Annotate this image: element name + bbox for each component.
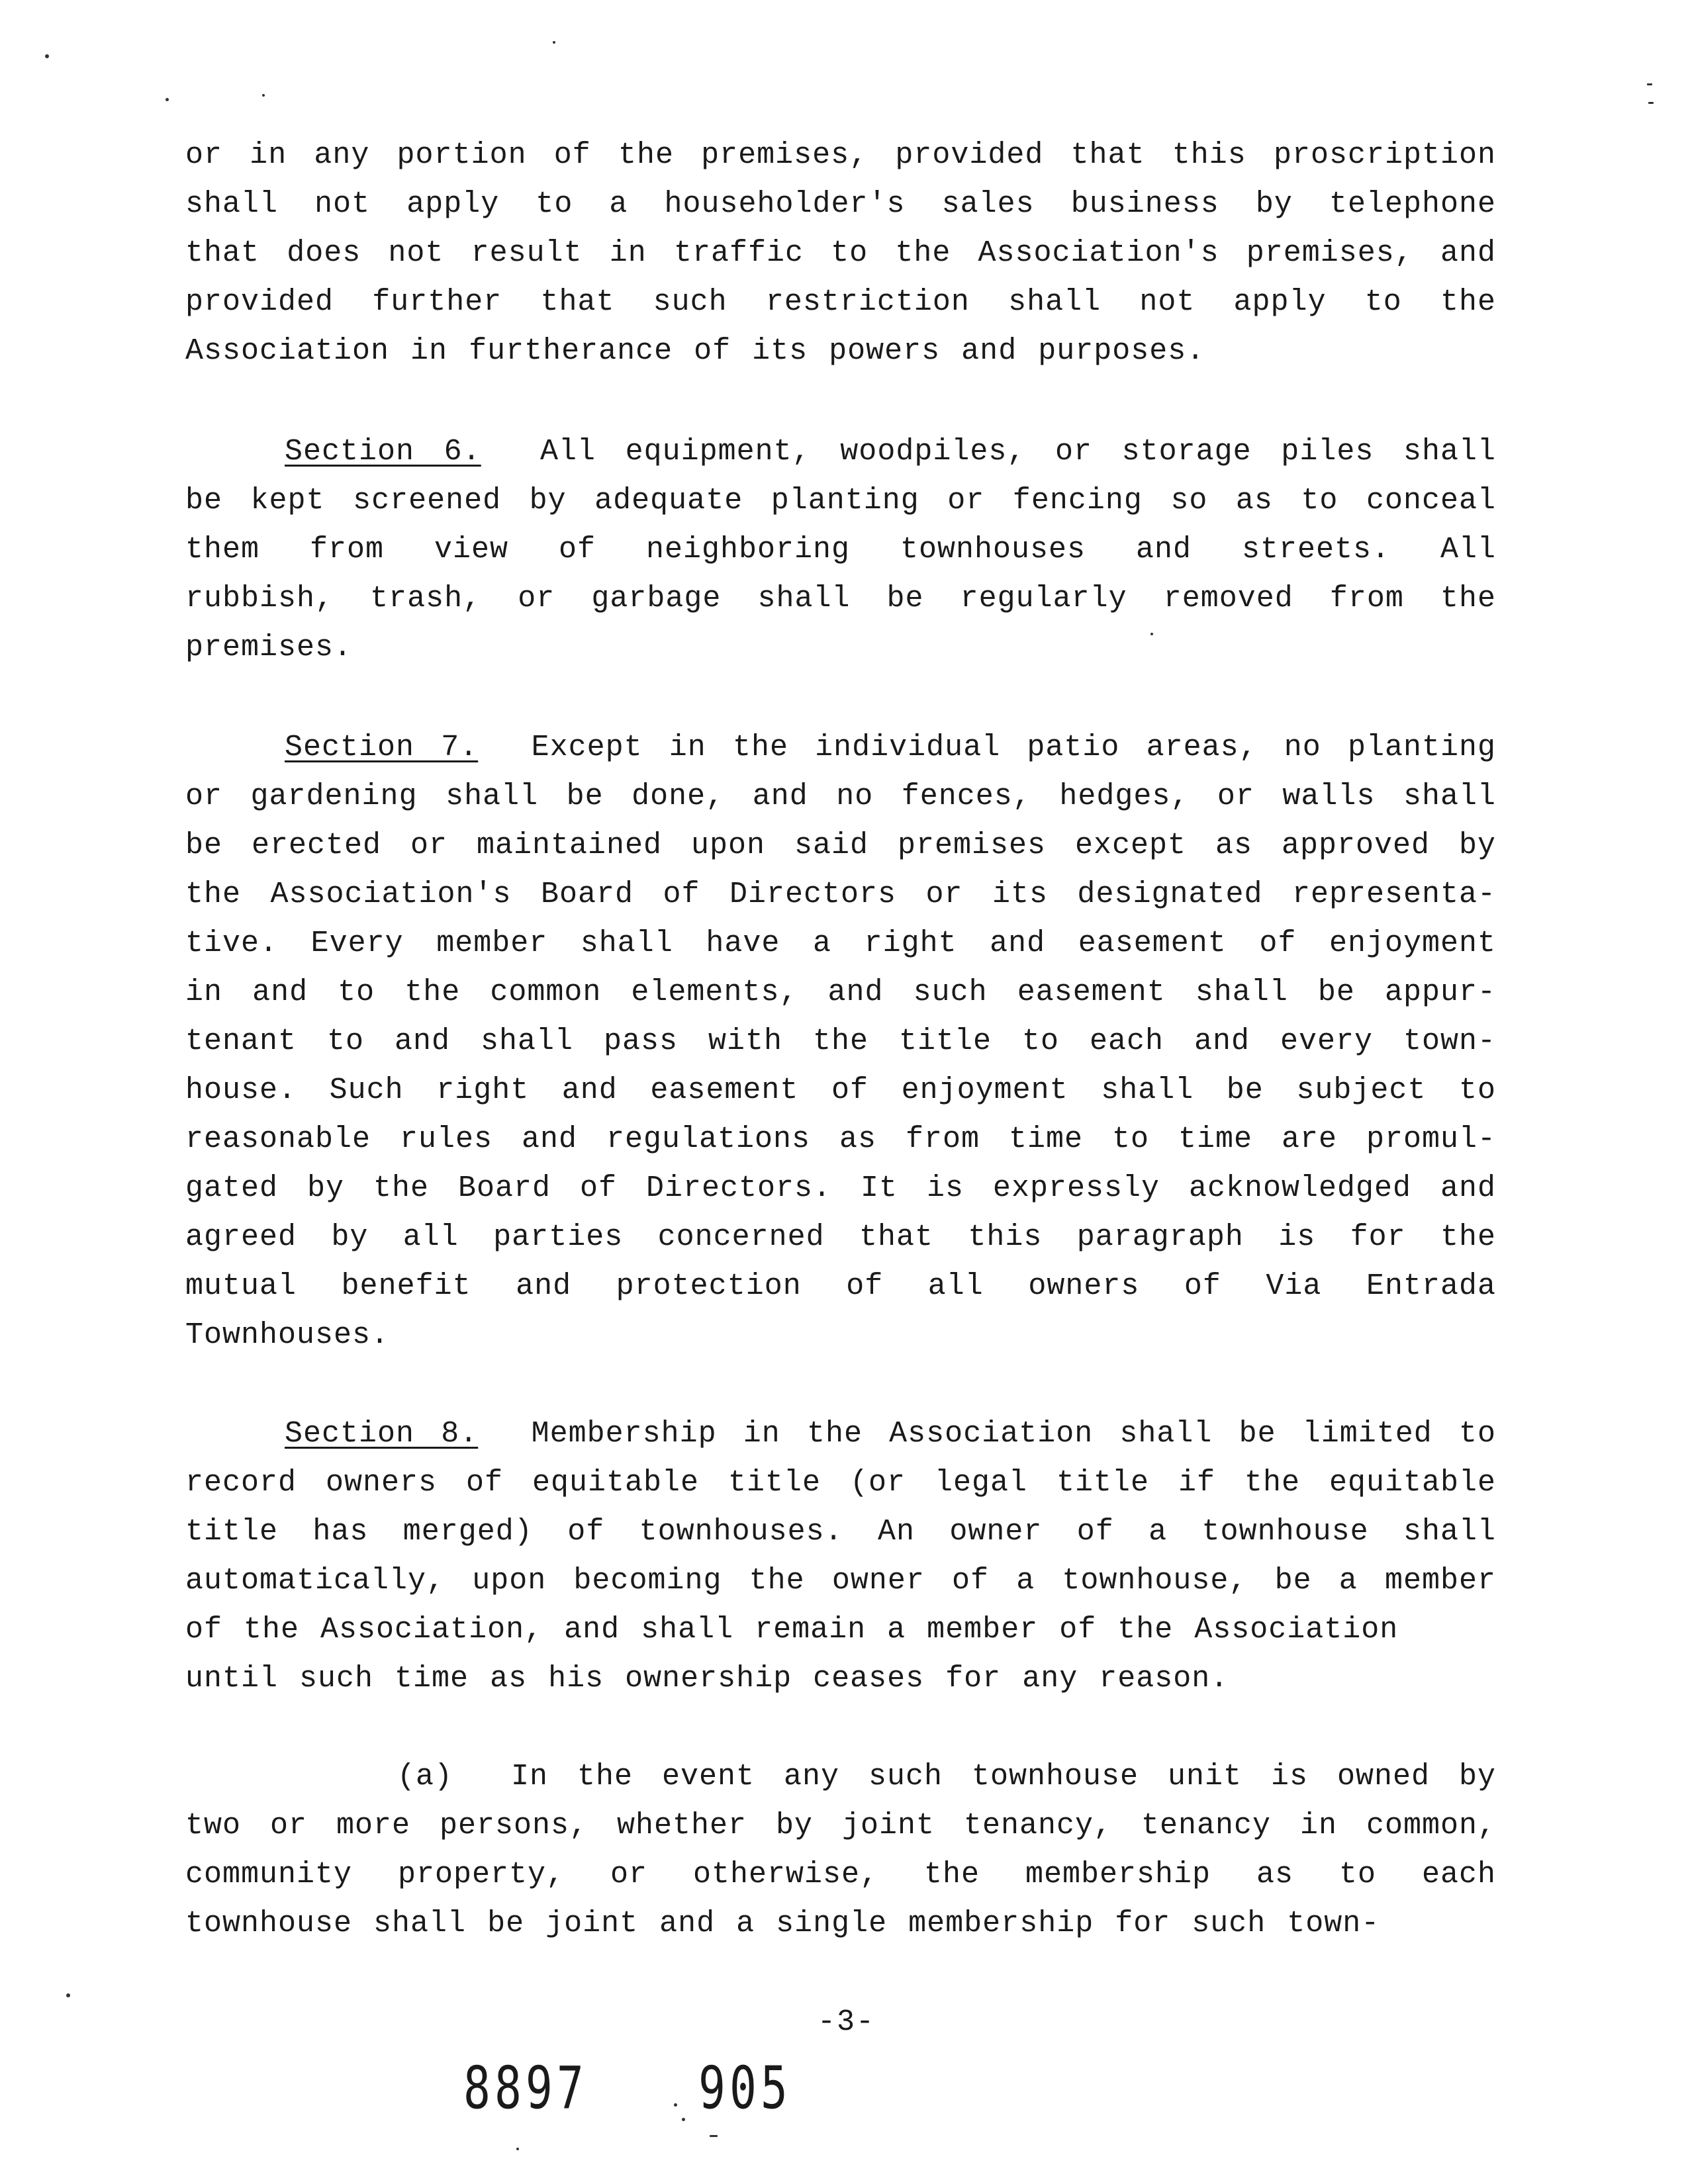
text-line: title has merged) of townhouses. An owner of a townhouse shall — [185, 1515, 1496, 1549]
text-line: All equipment, woodpiles, or storage piles shall — [539, 435, 1496, 469]
text-line: Townhouses. — [185, 1318, 390, 1352]
text-line: be erected or maintained upon said premises except as approved by — [185, 829, 1496, 862]
text-line: Except in the individual patio areas, no planting — [531, 731, 1496, 764]
text-line: until such time as his ownership ceases for any reason. — [185, 1662, 1229, 1696]
scan-speck — [553, 41, 555, 44]
text-line: gated by the Board of Directors. It is expressly acknowledged and — [185, 1171, 1496, 1205]
text-line: tenant to and shall pass with the title to each and every town- — [185, 1024, 1496, 1058]
text-line: agreed by all parties concerned that this paragraph is for the — [185, 1220, 1496, 1254]
scan-speck — [674, 2103, 677, 2107]
text-line: mutual benefit and protection of all owners of Via Entrada — [185, 1269, 1496, 1303]
subsection-first-line — [185, 1752, 1496, 1801]
scan-speck — [516, 2148, 519, 2150]
scan-speck — [45, 54, 49, 58]
text-line: In the event any such townhouse unit is owned by — [510, 1760, 1496, 1794]
text-line: or in any portion of the premises, provided that this proscription — [185, 138, 1496, 172]
subsection-a — [185, 1752, 1496, 1948]
scan-speck — [710, 2135, 718, 2137]
text-line: premises. — [185, 631, 353, 664]
page-number: -3- — [818, 2005, 876, 2039]
text-line: or gardening shall be done, and no fences, hedges, or walls shall — [185, 780, 1496, 813]
text-line: them from view of neighboring townhouses and streets. All — [185, 533, 1496, 567]
text-line: Association in furtherance of its powers and purposes. — [185, 334, 1205, 368]
document-number-right: 905 — [698, 2055, 792, 2123]
section-8 — [185, 1410, 1496, 1704]
scan-speck — [1647, 83, 1652, 85]
section-heading: Section 8. — [285, 1417, 479, 1451]
paragraph-continuation — [185, 131, 1496, 376]
scan-speck — [262, 94, 265, 97]
text-line: in and to the common elements, and such easement shall be appur- — [185, 976, 1496, 1009]
text-line: reasonable rules and regulations as from time to time are promul- — [185, 1122, 1496, 1156]
scan-speck — [1648, 102, 1654, 104]
text-line: be kept screened by adequate planting or fencing so as to conceal — [185, 484, 1496, 518]
text-line: provided further that such restriction shall not apply to the — [185, 285, 1496, 319]
scan-speck — [165, 98, 169, 101]
subsection-label: (a) — [397, 1760, 453, 1794]
text-line: townhouse shall be joint and a single membership for such town- — [185, 1907, 1380, 1940]
text-line: record owners of equitable title (or legal title if the equitable — [185, 1466, 1496, 1500]
section-7 — [185, 723, 1496, 1360]
section-heading: Section 6. — [285, 435, 481, 469]
text-line: automatically, upon becoming the owner of a townhouse, be a member — [185, 1564, 1496, 1598]
text-line: Membership in the Association shall be limited to — [531, 1417, 1496, 1451]
section-first-line — [185, 1410, 1496, 1459]
text-line: shall not apply to a householder's sales business by telephone — [185, 187, 1496, 221]
text-line: community property, or otherwise, the membership as to each — [185, 1858, 1496, 1891]
scan-speck — [682, 2118, 685, 2121]
scan-speck — [66, 1993, 70, 1997]
text-line: house. Such right and easement of enjoyment shall be subject to — [185, 1073, 1496, 1107]
text-line: the Association's Board of Directors or its designated representa- — [185, 878, 1496, 911]
text-line: that does not result in traffic to the Association's premises, and — [185, 236, 1496, 270]
text-line: of the Association, and shall remain a member of the Association — [185, 1613, 1399, 1647]
section-6 — [185, 428, 1496, 672]
text-line: rubbish, trash, or garbage shall be regularly removed from the — [185, 582, 1496, 615]
section-first-line — [185, 428, 1496, 477]
text-line: tive. Every member shall have a right and easement of enjoyment — [185, 927, 1496, 960]
section-heading: Section 7. — [285, 731, 479, 764]
text-line: two or more persons, whether by joint tenancy, tenancy in common, — [185, 1809, 1496, 1843]
section-first-line — [185, 723, 1496, 772]
scan-speck — [1150, 633, 1153, 635]
document-number-left: 8897 — [463, 2055, 588, 2123]
